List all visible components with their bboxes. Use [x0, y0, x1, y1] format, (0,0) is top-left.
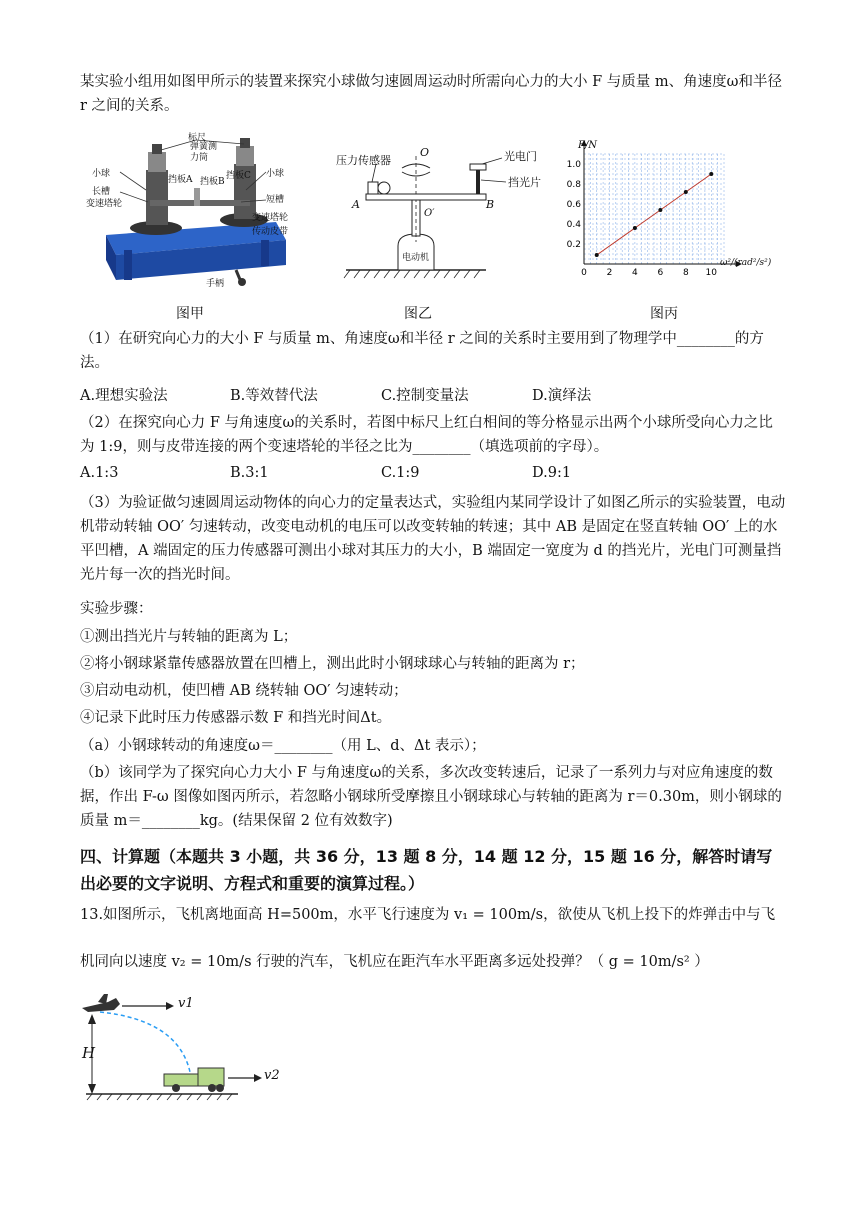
figure-q13 — [78, 990, 288, 1110]
label-b: B — [486, 198, 495, 211]
chart-x-tick-label: 10 — [705, 268, 717, 278]
q2-option-b: B.3:1 — [230, 465, 269, 481]
caption-jia: 图甲 — [176, 306, 204, 322]
figure-bing-chart — [562, 140, 786, 290]
q3-part-a: （a）小钢球转动的角速度ω＝________（用 L、d、Δt 表示）； — [80, 738, 486, 754]
caption-yi: 图乙 — [404, 306, 432, 322]
chart-point — [709, 172, 713, 176]
q3-step-4: ④记录下此时压力传感器示数 F 和挡光时间Δt。 — [80, 710, 392, 726]
q3-stem: （3）为验证做匀速圆周运动物体的向心力的定量表达式，实验组内某同学设计了如图乙所示的实验装置，电动机带动转轴 OO′ 匀速转动，改变电动机的电压可以改变转轴的转速；其中 AB 是固定在竖直转轴 OO′ 上的水平凹槽，A 端固定的压力传感器可测出小球对其压力的大小，B 端固定一宽度为 d 的挡光片，光电门可测量挡光片每一次的挡光时间。 — [80, 495, 786, 583]
label-plate-a: 挡板A — [168, 175, 193, 185]
chart-point — [684, 190, 688, 194]
label-spring: 弹簧测力筒 — [190, 142, 218, 163]
label-tower-wheel-left: 变速塔轮 — [86, 199, 123, 209]
label-ruler: 标尺 — [188, 133, 207, 143]
chart-xlabel: ω²/(rad²/s²) — [720, 258, 772, 268]
label-ball-right: 小球 — [266, 169, 285, 179]
label-shading-plate: 挡光片 — [508, 176, 541, 189]
label-o-prime: O′ — [424, 208, 435, 219]
q3-step-1: ①测出挡光片与转轴的距离为 L； — [80, 629, 298, 645]
chart-point — [595, 253, 599, 257]
section4-title: 四、计算题（本题共 3 小题，共 36 分，13 题 8 分，14 题 12 分，15 题 16 分，解答时请写出必要的文字说明、方程式和重要的演算过程。） — [80, 847, 773, 893]
q3-steps-title: 实验步骤： — [80, 601, 153, 617]
chart-point — [633, 226, 637, 230]
chart-x-tick-label: 6 — [657, 268, 664, 278]
figure-jia — [86, 130, 292, 290]
chart-y-tick-label: 1.0 — [566, 160, 581, 170]
label-tower-wheel-right: 变速塔轮 — [252, 213, 289, 223]
q13-line2: 机同向以速度 v₂ = 10m/s 行驶的汽车，飞机应在距汽车水平距离多远处投弹？（ g = 10m/s² ） — [80, 954, 709, 970]
chart-ylabel: F/N — [578, 140, 598, 151]
label-belt: 传动皮带 — [252, 227, 289, 237]
label-light-gate: 光电门 — [504, 150, 537, 163]
figure-yi — [336, 142, 550, 287]
chart-point — [658, 208, 662, 212]
q1-stem: （1）在研究向心力的大小 F 与质量 m、角速度ω和半径 r 之间的关系时主要用到了物理学中________的方法。 — [80, 331, 764, 371]
chart-y-tick-label: 0.6 — [566, 200, 581, 210]
chart-x-tick-label: 4 — [632, 268, 638, 278]
label-o: O — [420, 146, 430, 159]
chart-y-tick-label: 0.2 — [566, 240, 581, 250]
label-pressure-sensor: 压力传感器 — [336, 154, 391, 167]
label-short-slot: 短槽 — [266, 195, 285, 205]
intro-text: 某实验小组用如图甲所示的装置来探究小球做匀速圆周运动时所需向心力的大小 F 与质量 m、角速度ω和半径 r 之间的关系。 — [80, 74, 782, 114]
label-motor: 电动机 — [402, 253, 430, 263]
label-crank: 手柄 — [206, 279, 225, 289]
q1-option-b: B.等效替代法 — [230, 388, 318, 404]
label-a: A — [352, 198, 360, 211]
label-plate-b: 挡板B — [200, 177, 225, 187]
q1-option-d: D.演绎法 — [532, 388, 592, 404]
caption-bing: 图丙 — [650, 306, 678, 322]
label-long-slot: 长槽 — [92, 187, 111, 197]
q3-part-b: （b）该同学为了探究向心力大小 F 与角速度ω的关系，多次改变转速后，记录了一系列力与对应角速度的数据，作出 F-ω 图像如图丙所示，若忽略小钢球所受摩擦且小钢球球心与转轴的距离为 r＝0.30m，则小钢球的质量 m＝________kg。(结果保留 2 位有效数字) — [80, 765, 782, 829]
chart-x-tick-label: 8 — [682, 268, 689, 278]
label-plate-c: 挡板C — [226, 171, 251, 181]
q3-step-2: ②将小钢球紧靠传感器放置在凹槽上，测出此时小钢球球心与转轴的距离为 r； — [80, 656, 585, 672]
label-v2: v2 — [264, 1068, 280, 1083]
label-h: H — [82, 1044, 96, 1062]
q2-stem: （2）在探究向心力 F 与角速度ω的关系时，若图中标尺上红白相间的等分格显示出两个小球所受向心力之比为 1:9，则与皮带连接的两个变速塔轮的半径之比为________（填选项前的字母）。 — [80, 415, 773, 455]
q1-option-a: A.理想实验法 — [80, 388, 168, 404]
chart-y-tick-label: 0.8 — [566, 180, 581, 190]
label-ball-left: 小球 — [92, 169, 111, 179]
chart-x-tick-label: 2 — [606, 268, 613, 278]
label-v1: v1 — [178, 996, 194, 1011]
q3-step-3: ③启动电动机，使凹槽 AB 绕转轴 OO′ 匀速转动； — [80, 683, 408, 699]
chart-y-tick-label: 0.4 — [566, 220, 581, 230]
q2-option-c: C.1:9 — [381, 465, 420, 481]
q1-option-c: C.控制变量法 — [381, 388, 469, 404]
q2-option-a: A.1:3 — [80, 465, 119, 481]
chart-x-tick-label: 0 — [581, 268, 587, 278]
q13-line1: 13.如图所示，飞机离地面高 H=500m，水平飞行速度为 v₁ = 100m/s，欲使从飞机上投下的炸弹击中与飞 — [80, 907, 776, 923]
q2-option-d: D.9:1 — [532, 465, 572, 481]
